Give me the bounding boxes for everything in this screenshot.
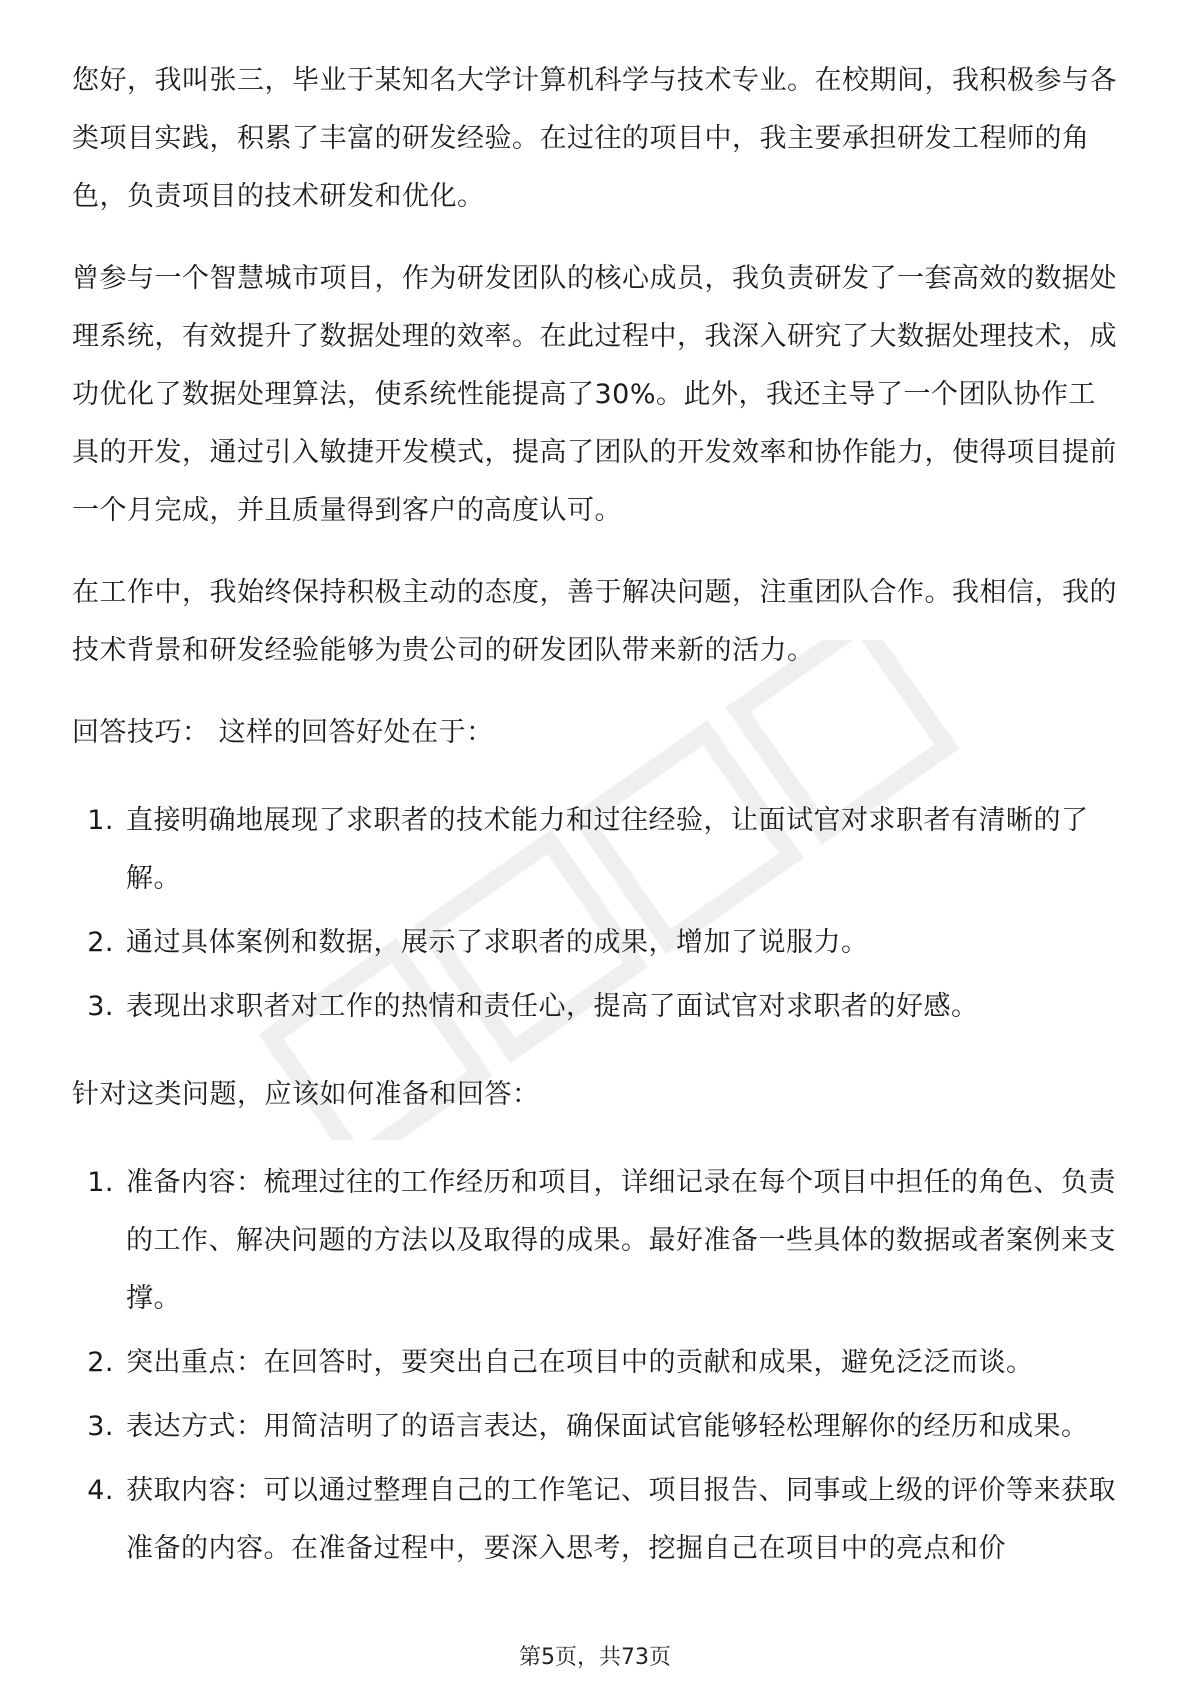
list-text: 准备内容：梳理过往的工作经历和项目，详细记录在每个项目中担任的角色、负责的工作、解决问题的方法以及取得的成果。最好准备一些具体的数据或者案例来支撑。 — [126, 1167, 1116, 1314]
tips-list — [72, 792, 1122, 1036]
prep-list — [72, 1154, 1122, 1578]
list-item — [72, 792, 1122, 908]
list-item — [72, 1154, 1122, 1328]
list-item — [72, 914, 1122, 972]
list-text: 突出重点：在回答时，要突出自己在项目中的贡献和成果，避免泛泛而谈。 — [126, 1347, 1034, 1378]
list-number: 1. — [87, 1167, 114, 1198]
list-item — [72, 1398, 1122, 1456]
document-page — [72, 52, 1122, 1608]
paragraph-attitude: 在工作中，我始终保持积极主动的态度，善于解决问题，注重团队合作。我相信，我的技术背景和研发经验能够为贵公司的研发团队带来新的活力。 — [72, 577, 1117, 666]
list-text: 表现出求职者对工作的热情和责任心，提高了面试官对求职者的好感。 — [126, 991, 979, 1022]
tips-heading: 回答技巧： 这样的回答好处在于： — [72, 717, 494, 748]
list-number: 2. — [87, 927, 114, 958]
list-text: 获取内容：可以通过整理自己的工作笔记、项目报告、同事或上级的评价等来获取准备的内容。在准备过程中，要深入思考，挖掘自己在项目中的亮点和价 — [126, 1475, 1116, 1564]
list-text: 直接明确地展现了求职者的技术能力和过往经验，让面试官对求职者有清晰的了解。 — [126, 805, 1089, 894]
list-item — [72, 1334, 1122, 1392]
list-text: 通过具体案例和数据，展示了求职者的成果，增加了说服力。 — [126, 927, 869, 958]
page-footer: 第5页，共73页 — [519, 1645, 671, 1670]
prep-heading: 针对这类问题，应该如何准备和回答： — [72, 1079, 540, 1110]
list-number: 3. — [87, 1411, 114, 1442]
list-number: 3. — [87, 991, 114, 1022]
list-number: 4. — [87, 1475, 114, 1506]
paragraph-intro: 您好，我叫张三，毕业于某知名大学计算机科学与技术专业。在校期间，我积极参与各类项目实践，积累了丰富的研发经验。在过往的项目中，我主要承担研发工程师的角色，负责项目的技术研发和优化。 — [72, 65, 1117, 212]
list-number: 1. — [87, 805, 114, 836]
list-number: 2. — [87, 1347, 114, 1378]
paragraph-project: 曾参与一个智慧城市项目，作为研发团队的核心成员，我负责研发了一套高效的数据处理系统，有效提升了数据处理的效率。在此过程中，我深入研究了大数据处理技术，成功优化了数据处理算法，使系统性能提高了30%。此外，我还主导了一个团队协作工具的开发，通过引入敏捷开发模式，提高了团队的开发效率和协作能力，使得项目提前一个月完成，并且质量得到客户的高度认可。 — [72, 263, 1117, 526]
list-item — [72, 978, 1122, 1036]
list-item — [72, 1462, 1122, 1578]
list-text: 表达方式：用简洁明了的语言表达，确保面试官能够轻松理解你的经历和成果。 — [126, 1411, 1089, 1442]
